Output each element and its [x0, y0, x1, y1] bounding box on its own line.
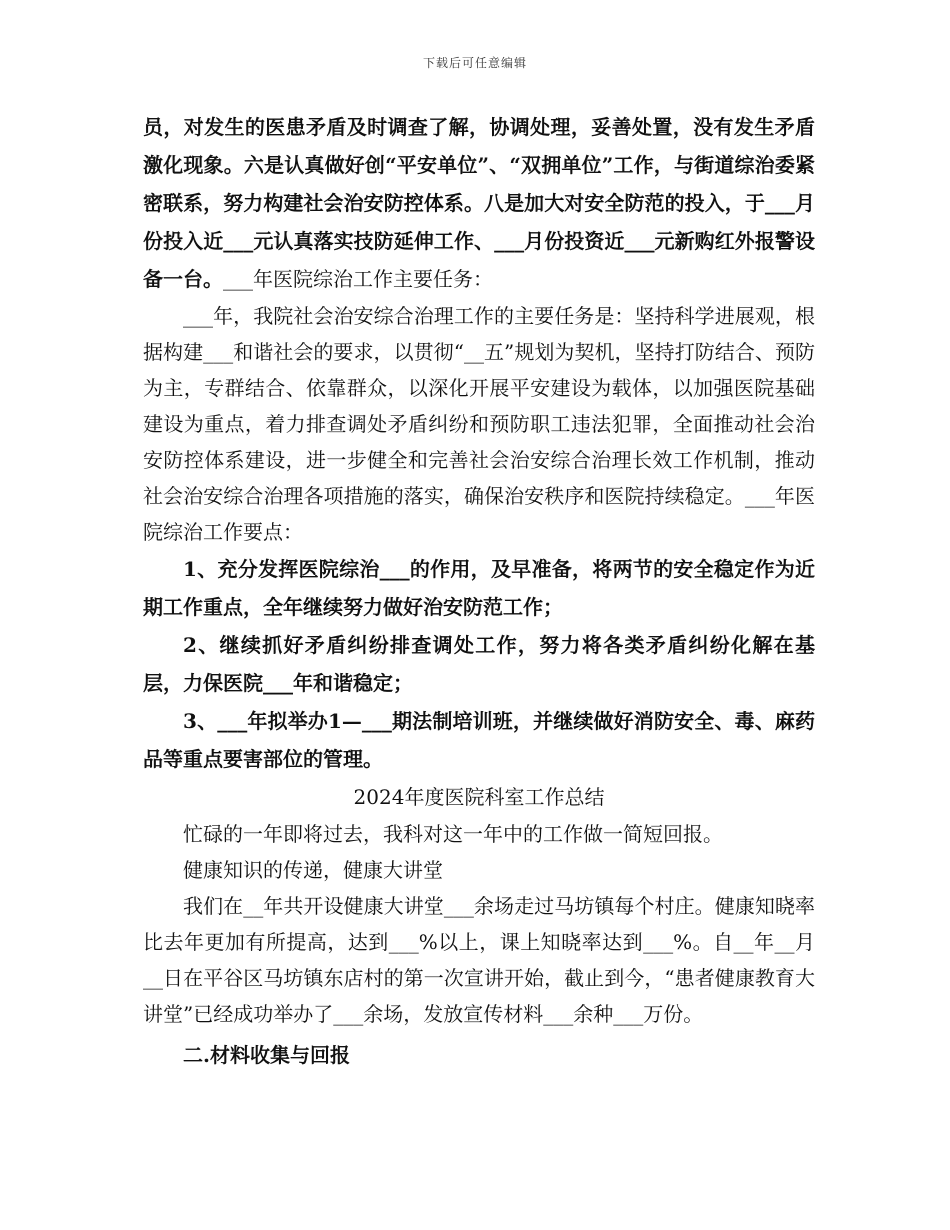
paragraph-4: 2、继续抓好矛盾纠纷排查调处工作，努力将各类矛盾纠纷化解在基层，力保医院___年和谐稳定； — [143, 633, 815, 695]
document-body — [143, 108, 815, 1074]
section-heading-2: 二.材料收集与回报 — [183, 1043, 350, 1067]
paragraph-6: 忙碌的一年即将过去，我科对这一年中的工作做一简短回报。 — [183, 822, 723, 846]
page-header-note: 下载后可任意编辑 — [422, 56, 527, 70]
section-title: 2024年度医院科室工作总结 — [353, 785, 605, 809]
paragraph-5: 3、___年拟举办1—___期法制培训班，并继续做好消防安全、毒、麻药品等重点要害部位的管理。 — [143, 709, 815, 771]
paragraph-7: 健康知识的传递，健康大讲堂 — [183, 858, 443, 882]
paragraph-1 — [143, 108, 815, 298]
paragraph-1-tail: ___年医院综治工作主要任务： — [223, 267, 493, 291]
paragraph-1-text: 员，对发生的医患矛盾及时调查了解，协调处理，妥善处置，没有发生矛盾激化现象。六是认真做好创“平安单位”、“双拥单位”工作，与街道综治委紧密联系，努力构建社会治安防控体系。八是加大对安全防范的投入，于___月份投入近___元认真落实技防延伸工作、___月份投资近___元新购红外报警设备一台。 — [143, 115, 815, 291]
paragraph-8: 我们在__年共开设健康大讲堂___余场走过马坊镇每个村庄。健康知晓率比去年更加有所提高，达到___%以上，课上知晓率达到___%。自__年__月__日在平谷区马坊镇东店村的第一次宣讲开始，截止到今，“患者健康教育大讲堂”已经成功举办了___余场，发放宣传材料___余种___万份。 — [143, 894, 815, 1026]
paragraph-3: 1、充分发挥医院综治___的作用，及早准备，将两节的安全稳定作为近期工作重点，全年继续努力做好治安防范工作； — [143, 557, 815, 619]
paragraph-2: ___年，我院社会治安综合治理工作的主要任务是：坚持科学进展观，根据构建___和谐社会的要求，以贯彻“__五”规划为契机，坚持打防结合、预防为主，专群结合、依靠群众，以深化开展平安建设为载体，以加强医院基础建设为重点，着力排查调处矛盾纠纷和预防职工违法犯罪，全面推动社会治安防控体系建设，进一步健全和完善社会治安综合治理长效工作机制，推动社会治安综合治理各项措施的落实，确保治安秩序和医院持续稳定。___年医院综治工作要点： — [143, 304, 815, 544]
